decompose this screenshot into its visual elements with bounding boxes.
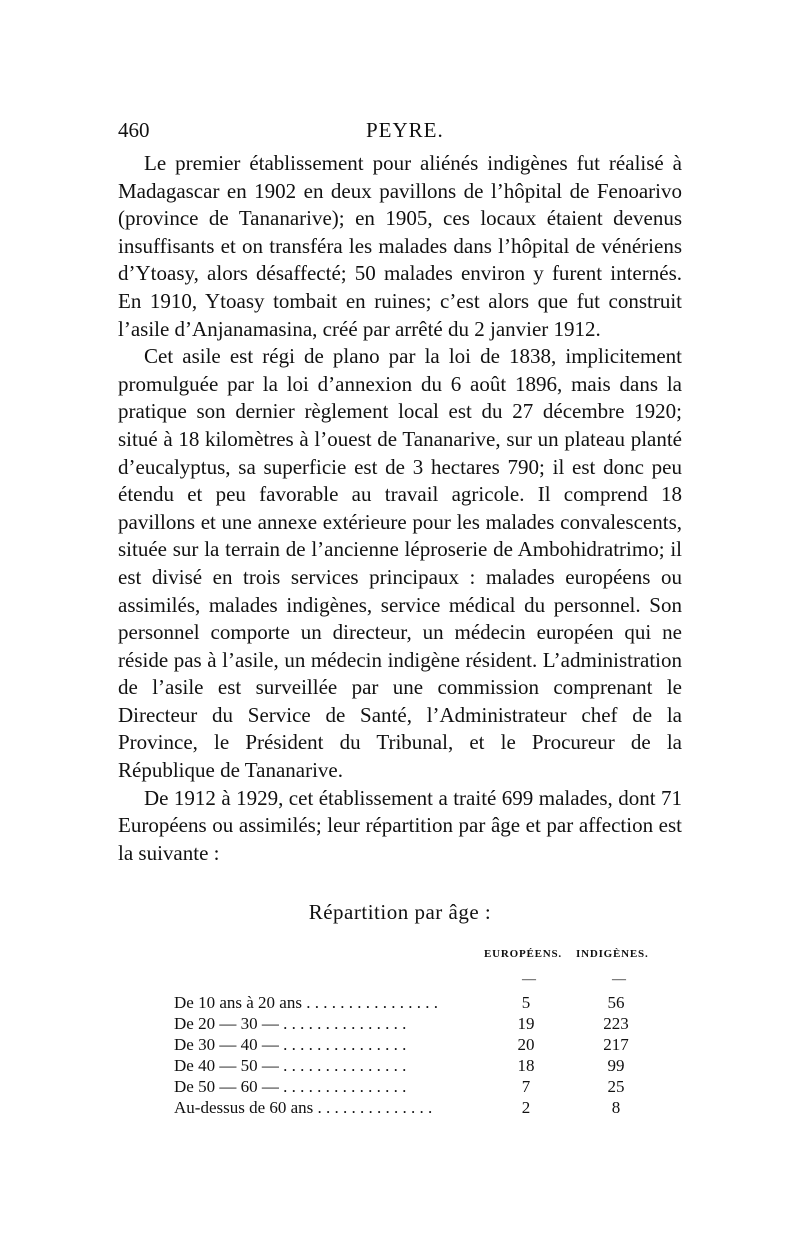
indigenes-value: 217	[603, 1035, 629, 1054]
indigenes-value: 25	[607, 1077, 625, 1096]
table-header	[118, 948, 682, 996]
europeens-value: 20	[517, 1035, 535, 1054]
row-label: De 10 ans à 20 ans . . . . . . . . . . . . . . . .	[174, 993, 438, 1012]
europeens-value: 18	[517, 1056, 535, 1075]
indigenes-value: 56	[607, 993, 625, 1012]
table-row	[118, 1076, 682, 1097]
table-row	[118, 1097, 682, 1118]
paragraph: Le premier établissement pour aliénés indigènes fut réalisé à Madagascar en 1902 en deux pavillons de l’hôpital de Fenoarivo (province de Tananarive); en 1905, ces locaux étaient devenus insuffisants et on transféra les malades dans l’hôpital de vénériens d’Ytoasy, alors désaffecté; 50 malades environ y furent internés. En 1910, Ytoasy tombait en ruines; c’est alors que fut construit l’asile d’Anjanamasina, créé par arrêté du 2 janvier 1912.	[118, 151, 682, 341]
age-distribution-table	[118, 992, 682, 1118]
row-label: De 20 — 30 — . . . . . . . . . . . . . . .	[174, 1014, 407, 1033]
table-row	[118, 1013, 682, 1034]
row-label: Au-dessus de 60 ans . . . . . . . . . . . . . .	[174, 1098, 433, 1117]
column-header-indigenes: INDIGÈNES.	[576, 948, 649, 960]
europeens-value: 7	[521, 1077, 531, 1096]
column-rule-europeens: —	[522, 972, 537, 987]
page-header	[118, 118, 682, 142]
row-label: De 50 — 60 — . . . . . . . . . . . . . . .	[174, 1077, 407, 1096]
table-row	[118, 1055, 682, 1076]
paragraph: De 1912 à 1929, cet établissement a traité 699 malades, dont 71 Européens ou assimilés; leur répartition par âge et par affection est la suivante :	[118, 785, 682, 865]
indigenes-value: 223	[603, 1014, 629, 1033]
row-label: De 30 — 40 — . . . . . . . . . . . . . . .	[174, 1035, 407, 1054]
europeens-value: 2	[521, 1098, 531, 1117]
page-number: 460	[118, 118, 150, 142]
column-rule-indigenes: —	[612, 972, 627, 987]
table-row	[118, 1034, 682, 1055]
europeens-value: 19	[517, 1014, 535, 1033]
row-label: De 40 — 50 — . . . . . . . . . . . . . . .	[174, 1056, 407, 1075]
europeens-value: 5	[521, 993, 531, 1012]
paragraph: Cet asile est régi de plano par la loi de 1838, implicitement promulguée par la loi d’annexion du 6 août 1896, mais dans la pratique son dernier règlement local est du 27 décembre 1920; situé à 18 kilomètres à l’ouest de Tananarive, sur un plateau planté d’eucalyptus, sa superficie est de 3 hectares 790; il est donc peu étendu et peu favorable au travail agricole. Il comprend 18 pavillons et une annexe extérieure pour les malades convalescents, située sur la terrain de l’ancienne léproserie de Ambohidratrimo; il est divisé en trois services principaux : malades européens ou assimilés, malades indigènes, service médical du personnel. Son personnel comporte un directeur, un médecin européen qui ne réside pas à l’asile, un médecin indigène résident. L’administration de l’asile est surveillée par une commission comprenant le Directeur du Service de Santé, l’Administrateur chef de la Province, le Président du Tribunal, et le Procureur de la République de Tananarive.	[118, 344, 682, 783]
indigenes-value: 8	[611, 1098, 621, 1117]
table-title: Répartition par âge :	[308, 900, 492, 924]
running-head: PEYRE.	[366, 118, 444, 142]
indigenes-value: 99	[607, 1056, 625, 1075]
column-header-europeens: EUROPÉENS.	[484, 948, 562, 960]
table-row	[118, 992, 682, 1013]
body-text	[118, 150, 682, 867]
